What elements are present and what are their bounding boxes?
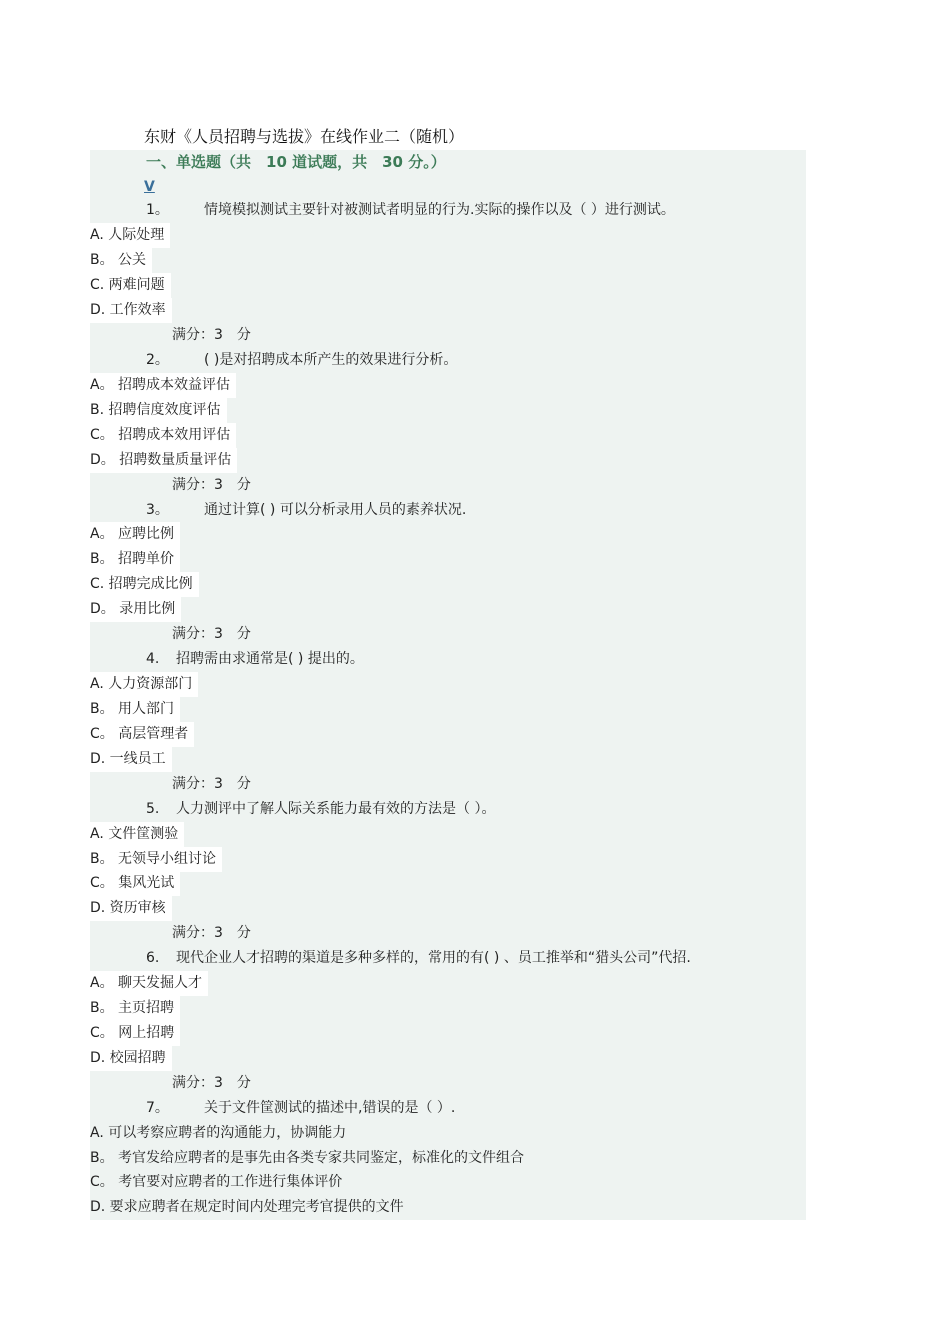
question-text: 人力测评中了解人际关系能力最有效的方法是（ ）。 bbox=[176, 801, 496, 817]
score-6: 满分：3 分 bbox=[172, 1075, 251, 1091]
option-3-b: B。 招聘单价 bbox=[90, 547, 180, 572]
option-7-b: B。 考官发给应聘者的是事先由各类专家共同鉴定，标准化的文件组合 bbox=[90, 1146, 530, 1171]
section-header: 一、单选题（共 10 道试题，共 30 分。） bbox=[146, 153, 446, 171]
option-6-a: A。 聊天发掘人才 bbox=[90, 971, 208, 996]
option-7-a: A. 可以考察应聘者的沟通能力，协调能力 bbox=[90, 1121, 352, 1146]
option-2-a: A。 招聘成本效益评估 bbox=[90, 373, 236, 398]
option-2-d: D。 招聘数量质量评估 bbox=[90, 448, 237, 473]
option-7-d: D. 要求应聘者在规定时间内处理完考官提供的文件 bbox=[90, 1195, 410, 1220]
score-2: 满分：3 分 bbox=[172, 477, 251, 493]
question-4 bbox=[146, 647, 364, 672]
question-text: 情境模拟测试主要针对被测试者明显的行为.实际的操作以及（ ）进行测试。 bbox=[204, 202, 675, 218]
score-5: 满分：3 分 bbox=[172, 925, 251, 941]
option-6-b: B。 主页招聘 bbox=[90, 996, 180, 1021]
option-3-d: D。 录用比例 bbox=[90, 597, 181, 622]
question-text: 招聘需由求通常是( ) 提出的。 bbox=[176, 651, 364, 667]
question-text: 关于文件筐测试的描述中,错误的是（ ）. bbox=[204, 1100, 456, 1116]
option-1-d: D. 工作效率 bbox=[90, 298, 172, 323]
question-number: 3。 bbox=[146, 502, 169, 518]
question-number: 7。 bbox=[146, 1100, 169, 1116]
question-7 bbox=[146, 1096, 455, 1121]
question-5 bbox=[146, 797, 495, 822]
question-number: 4. bbox=[146, 651, 160, 667]
option-5-b: B。 无领导小组讨论 bbox=[90, 847, 222, 872]
question-3 bbox=[146, 498, 466, 523]
option-7-c: C。 考官要对应聘者的工作进行集体评价 bbox=[90, 1170, 348, 1195]
v-link[interactable]: V bbox=[144, 179, 155, 195]
option-4-a: A. 人力资源部门 bbox=[90, 672, 198, 697]
question-number: 6. bbox=[146, 950, 160, 966]
option-3-c: C. 招聘完成比例 bbox=[90, 572, 199, 597]
question-number: 5. bbox=[146, 801, 160, 817]
option-4-c: C。 高层管理者 bbox=[90, 722, 194, 747]
question-text: 现代企业人才招聘的渠道是多种多样的，常用的有( ) 、员工推举和“猎头公司”代招. bbox=[176, 950, 691, 966]
option-6-d: D. 校园招聘 bbox=[90, 1046, 172, 1071]
question-6 bbox=[146, 946, 691, 971]
question-text: 通过计算( ) 可以分析录用人员的素养状况. bbox=[204, 502, 467, 518]
score-1: 满分：3 分 bbox=[172, 327, 251, 343]
score-4: 满分：3 分 bbox=[172, 776, 251, 792]
option-6-c: C。 网上招聘 bbox=[90, 1021, 180, 1046]
question-number: 1。 bbox=[146, 202, 169, 218]
option-2-c: C。 招聘成本效用评估 bbox=[90, 423, 236, 448]
score-3: 满分：3 分 bbox=[172, 626, 251, 642]
option-1-a: A. 人际处理 bbox=[90, 223, 170, 248]
option-5-c: C。 集风光试 bbox=[90, 871, 180, 896]
question-2 bbox=[146, 348, 457, 373]
content-panel bbox=[90, 150, 806, 1220]
document-title: 东财《人员招聘与选拔》在线作业二（随机） bbox=[140, 124, 480, 150]
option-3-a: A。 应聘比例 bbox=[90, 522, 180, 547]
option-1-c: C. 两难问题 bbox=[90, 273, 171, 298]
question-1 bbox=[146, 198, 675, 223]
option-2-b: B. 招聘信度效度评估 bbox=[90, 398, 227, 423]
option-5-d: D. 资历审核 bbox=[90, 896, 172, 921]
option-4-b: B。 用人部门 bbox=[90, 697, 180, 722]
option-1-b: B。 公关 bbox=[90, 248, 152, 273]
question-number: 2。 bbox=[146, 352, 169, 368]
option-5-a: A. 文件筐测验 bbox=[90, 822, 184, 847]
option-4-d: D. 一线员工 bbox=[90, 747, 172, 772]
question-text: ( )是对招聘成本所产生的效果进行分析。 bbox=[204, 352, 458, 368]
